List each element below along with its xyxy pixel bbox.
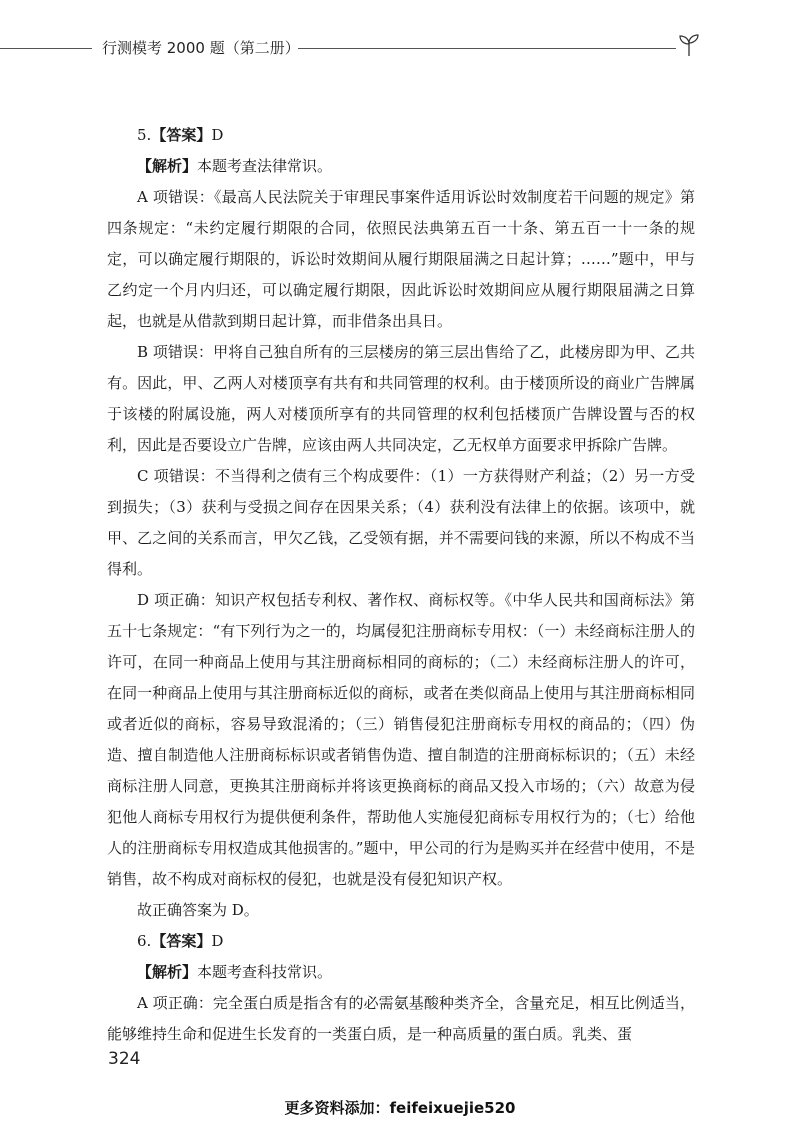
book-title: 行测模考 2000 题（第二册）	[102, 39, 300, 57]
q6-analysis-tag: 【解析】	[137, 963, 198, 981]
q5-answer-value: D	[211, 126, 224, 144]
footer-note: 更多资料添加：feifeixuejie520	[284, 1099, 516, 1117]
q5-answer-line	[107, 120, 695, 151]
q6-answer-line	[107, 926, 695, 957]
q5-answer-tag: 【答案】	[151, 126, 212, 144]
q6-option-a-explanation: A 项正确：完全蛋白质是指含有的必需氨基酸种类齐全，含量充足，相互比例适当，能够维持生命和促进生长发育的一类蛋白质，是一种高质量的蛋白质。乳类、蛋	[107, 994, 695, 1043]
q5-option-d-explanation: D 项正确：知识产权包括专利权、著作权、商标权等。《中华人民共和国商标法》第五十七条规定：“有下列行为之一的，均属侵犯注册商标专用权：（一）未经商标注册人的许可，在同一种商品上使用与其注册商标相同的商标的；（二）未经商标注册人的许可，在同一种商品上使用与其注册商标近似的商标，或者在类似商品上使用与其注册商标相同或者近似的商标，容易导致混淆的；（三）销售侵犯注册商标专用权的商品的；（四）伪造、擅自制造他人注册商标标识或者销售伪造、擅自制造的注册商标标识的；（五）未经商标注册人同意，更换其注册商标并将该更换商标的商品又投入市场的；（六）故意为侵犯他人商标专用权行为提供便利条件，帮助他人实施侵犯商标专用权行为的；（七）给他人的注册商标专用权造成其他损害的。”题中，甲公司的行为是购买并在经营中使用，不是销售，故不构成对商标权的侵犯，也就是没有侵犯知识产权。	[107, 591, 695, 888]
q5-number: 5.	[137, 126, 152, 144]
q5-option-c-explanation: C 项错误：不当得利之债有三个构成要件：（1）一方获得财产利益；（2）另一方受到损失；（3）获利与受损之间存在因果关系；（4）获利没有法律上的依据。该项中，就甲、乙之间的关系而言，甲欠乙钱，乙受领有据，并不需要问钱的来源，所以不构成不当得利。	[107, 467, 695, 578]
q6-analysis-line	[107, 957, 695, 988]
header-rule-right	[298, 48, 676, 49]
running-header	[0, 32, 800, 62]
q5-option-b-explanation: B 项错误：甲将自己独自所有的三层楼房的第三层出售给了乙，此楼房即为甲、乙共有。因此，甲、乙两人对楼顶享有共有和共同管理的权利。由于楼顶所设的商业广告牌属于该楼的附属设施，两人对楼顶所享有的共同管理的权利包括楼顶广告牌设置与否的权利，因此是否要设立广告牌，应该由两人共同决定，乙无权单方面要求甲拆除广告牌。	[107, 343, 695, 454]
page-number: 324	[108, 1049, 141, 1069]
q5-option-a-explanation: A 项错误：《最高人民法院关于审理民事案件适用诉讼时效制度若干问题的规定》第四条规定：“未约定履行期限的合同，依照民法典第五百一十条、第五百一十一条的规定，可以确定履行期限的，诉讼时效期间从履行期限届满之日起计算；……”题中，甲与乙约定一个月内归还，可以确定履行期限，因此诉讼时效期间应从履行期限届满之日算起，也就是从借款到期日起计算，而非借条出具日。	[107, 188, 695, 330]
q5-conclusion: 故正确答案为 D。	[137, 901, 259, 919]
q5-analysis-tag: 【解析】	[137, 157, 198, 175]
page-body	[107, 120, 695, 1050]
sprout-icon	[676, 32, 702, 58]
q6-analysis-text: 本题考查科技常识。	[197, 963, 333, 981]
q5-analysis-line	[107, 151, 695, 182]
header-rule-left	[0, 48, 92, 49]
q5-analysis-text: 本题考查法律常识。	[197, 157, 333, 175]
q6-answer-value: D	[211, 932, 224, 950]
q6-answer-tag: 【答案】	[151, 932, 212, 950]
q6-number: 6.	[137, 932, 152, 950]
